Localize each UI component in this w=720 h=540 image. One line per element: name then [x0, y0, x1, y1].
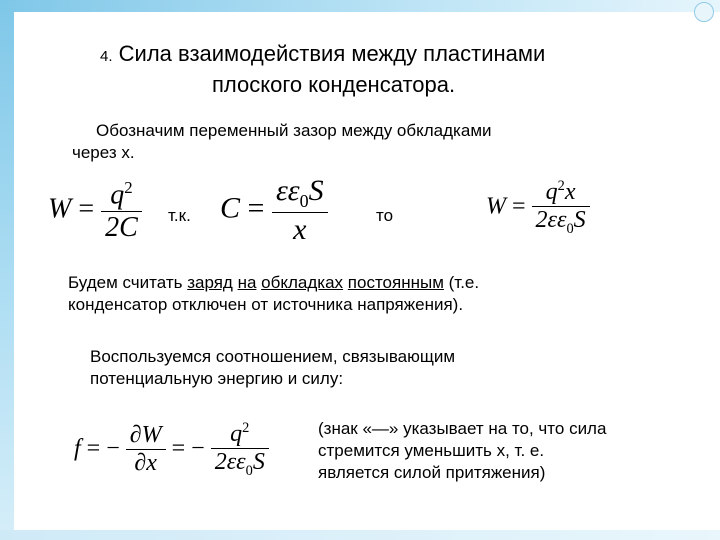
- corner-circle-icon: [694, 2, 714, 22]
- paragraph-charge: [68, 272, 628, 316]
- subscript: 0: [566, 220, 574, 237]
- note-line-3: является силой притяжения): [318, 463, 546, 482]
- formula-fraction: [272, 174, 328, 247]
- formula-symbol: f: [74, 435, 81, 462]
- formula-energy-gap: [486, 178, 590, 238]
- paragraph-gap-line-1: Обозначим переменный зазор между обкладками: [96, 121, 492, 140]
- paragraph-charge-line-2: конденсатор отключен от источника напряжения).: [68, 295, 464, 314]
- top-decor-bar: [0, 0, 720, 12]
- left-decor-bar: [0, 0, 14, 540]
- fraction-numerator: ∂W: [126, 422, 166, 450]
- note-sign: [318, 418, 658, 484]
- fraction-denominator: 2εε: [214, 449, 246, 475]
- text-to: то: [376, 206, 394, 225]
- underlined-word: обкладках: [261, 273, 344, 292]
- fraction-numerator: q: [545, 179, 558, 205]
- title-line-1: Сила взаимодействия между пластинами: [118, 41, 546, 66]
- text-span: (т.е.: [443, 273, 480, 292]
- title-number: 4.: [100, 48, 113, 65]
- note-line-1: (знак «—» указывает на то, что сила: [318, 419, 607, 438]
- exponent: 2: [242, 420, 250, 436]
- fraction-denominator: x: [293, 213, 307, 246]
- underlined-word: на: [237, 273, 257, 292]
- bottom-decor-bar: [0, 530, 720, 540]
- fraction-denominator: ∂x: [134, 450, 157, 477]
- formula-symbol: W: [48, 193, 72, 225]
- title-line-2: плоского конденсатора.: [212, 72, 456, 97]
- fraction-numerator: q: [110, 179, 125, 211]
- exponent: 2: [557, 178, 565, 194]
- formula-symbol: W: [486, 193, 506, 220]
- formula-fraction: [532, 178, 590, 238]
- text-tk: т.к.: [168, 206, 191, 225]
- fraction-numerator: εε: [275, 174, 300, 207]
- fraction-numerator-tail: x: [564, 179, 576, 205]
- formula-energy-charge: [48, 178, 142, 244]
- formula-fraction: [126, 422, 166, 477]
- paragraph-gap: [72, 120, 608, 164]
- formula-operator: =: [78, 193, 95, 225]
- fraction-numerator-tail: S: [308, 174, 324, 207]
- fraction-denominator-tail: S: [573, 207, 586, 233]
- slide-title: [100, 40, 660, 99]
- fraction-denominator: 2C: [105, 212, 138, 244]
- formula-capacitance: [220, 174, 328, 247]
- exponent: 2: [124, 178, 133, 197]
- paragraph-relation-line-2: потенциальную энергию и силу:: [90, 369, 344, 388]
- paragraph-gap-line-2: через x.: [72, 143, 135, 162]
- fraction-denominator-tail: S: [252, 449, 265, 475]
- formula-force: [74, 420, 269, 480]
- text-span: Будем считать: [68, 273, 188, 292]
- paragraph-charge-line-1: [68, 272, 628, 294]
- paragraph-relation-line-1: Воспользуемся соотношением, связывающим: [90, 347, 456, 366]
- subscript: 0: [299, 191, 309, 211]
- subscript: 0: [245, 462, 253, 479]
- formula-fraction: [101, 178, 142, 244]
- fraction-numerator: q: [230, 421, 243, 447]
- formula-fraction: [211, 420, 269, 480]
- note-line-2: стремится уменьшить x, т. е.: [318, 441, 545, 460]
- fraction-denominator: 2εε: [535, 207, 567, 233]
- formula-operator: = −: [171, 435, 205, 462]
- formula-symbol: C: [220, 191, 241, 225]
- underlined-word: постоянным: [347, 273, 444, 292]
- paragraph-relation: [90, 346, 614, 390]
- formula-operator: =: [512, 193, 526, 220]
- formula-operator: = −: [86, 435, 120, 462]
- underlined-word: заряд: [187, 273, 233, 292]
- formula-operator: =: [247, 191, 265, 225]
